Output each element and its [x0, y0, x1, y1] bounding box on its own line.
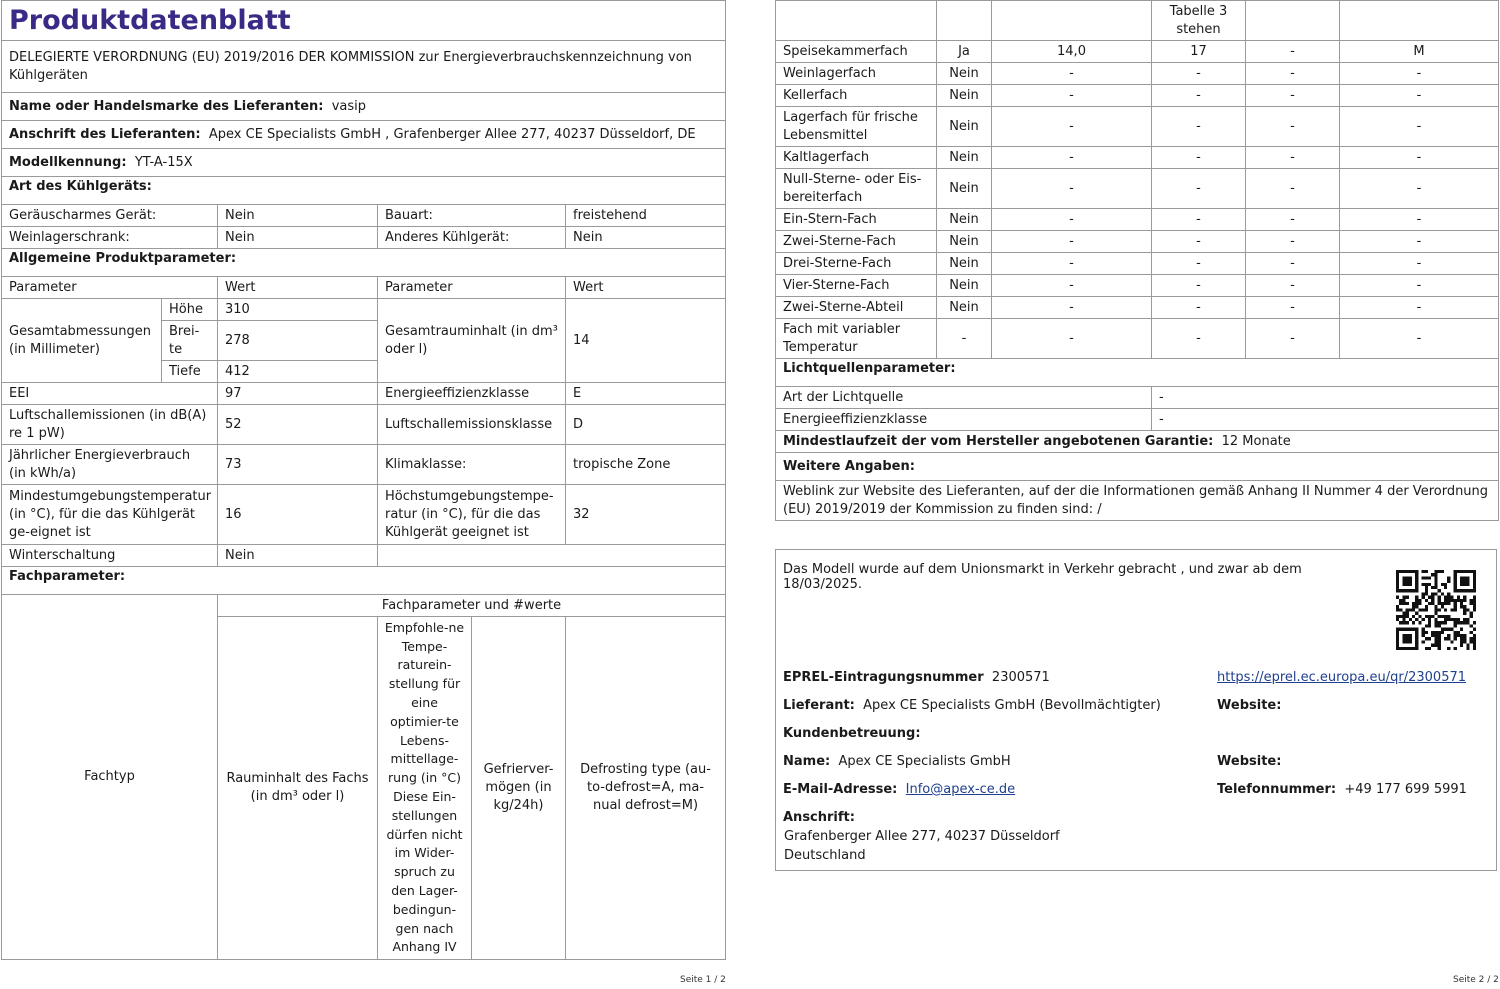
winter-label: Winterschaltung	[2, 545, 218, 567]
type-label: Anderes Kühlgerät:	[378, 227, 566, 249]
compartment-name: Ein-Stern-Fach	[776, 209, 937, 231]
compartment-temp: -	[1152, 169, 1246, 209]
address-line2: Deutschland	[784, 848, 866, 863]
compartment-defrost: -	[1340, 297, 1499, 319]
light-class-value: -	[1152, 409, 1499, 431]
regulation-text: DELEGIERTE VERORDNUNG (EU) 2019/2016 DER KOMMISSION zur Energieverbrauchskennzeichnung von Kühlgeräten	[2, 41, 726, 93]
compartment-present: Nein	[937, 169, 992, 209]
compartment-name: Kellerfach	[776, 85, 937, 107]
dim-label: Höhe	[162, 299, 218, 321]
params-header-row	[2, 277, 726, 299]
param-row	[2, 485, 726, 545]
info-box	[775, 549, 1497, 871]
compartment-present: -	[937, 319, 992, 359]
compartment-defrost: -	[1340, 231, 1499, 253]
compartment-temp: 17	[1152, 41, 1246, 63]
param-value: 16	[218, 485, 378, 545]
compartment-freeze: -	[1246, 275, 1340, 297]
compartment-temp: -	[1152, 85, 1246, 107]
type-label: Bauart:	[378, 205, 566, 227]
light-type-label: Art der Lichtquelle	[776, 387, 1152, 409]
comp-col-defrost: Defrosting type (au-to-defrost=A, ma-nual defrost=M)	[566, 617, 726, 960]
page-title: Produktdatenblatt	[9, 4, 291, 36]
compartment-volume: -	[992, 319, 1152, 359]
market-text: Das Modell wurde auf dem Unionsmarkt in Verkehr gebracht , und zwar ab dem 18/03/2025.	[783, 562, 1302, 592]
compartment-volume: -	[992, 275, 1152, 297]
name-label: Name:	[783, 754, 831, 769]
address-label: Anschrift:	[783, 810, 855, 825]
compartment-row	[776, 85, 1499, 107]
light-class-label: Energieeffizienzklasse	[776, 409, 1152, 431]
compartment-temp: -	[1152, 107, 1246, 147]
param-label: Klimaklasse:	[378, 445, 566, 485]
compartment-defrost: -	[1340, 253, 1499, 275]
param-value: D	[566, 405, 726, 445]
compartment-name: Null-Sterne- oder Eis-bereiterfach	[776, 169, 937, 209]
compartment-name: Zwei-Sterne-Abteil	[776, 297, 937, 319]
page-number: Seite 1 / 2	[680, 975, 726, 985]
compartment-present: Nein	[937, 275, 992, 297]
param-value: 73	[218, 445, 378, 485]
param-label: Energieeffizienzklasse	[378, 383, 566, 405]
type-value: Nein	[218, 205, 378, 227]
dim-value: 412	[218, 361, 378, 383]
col-header: Wert	[218, 277, 378, 299]
compartment-row	[776, 275, 1499, 297]
compartment-row	[776, 107, 1499, 147]
compartment-temp: -	[1152, 275, 1246, 297]
page-number: Seite 2 / 2	[1453, 975, 1499, 985]
warranty-value: 12 Monate	[1221, 433, 1291, 449]
supplier-name-label: Name oder Handelsmarke des Lieferanten:	[9, 98, 324, 114]
type-row	[2, 227, 726, 249]
compartment-name: Zwei-Sterne-Fach	[776, 231, 937, 253]
appliance-type-heading: Art des Kühlgeräts:	[2, 177, 726, 205]
compartment-temp: -	[1152, 319, 1246, 359]
compartment-present: Nein	[937, 297, 992, 319]
type-label: Weinlagerschrank:	[2, 227, 218, 249]
compartment-freeze: -	[1246, 169, 1340, 209]
compartment-volume: -	[992, 85, 1152, 107]
comp-col-type: Fachtyp	[2, 595, 218, 960]
compartment-volume: -	[992, 297, 1152, 319]
compartment-freeze: -	[1246, 63, 1340, 85]
compartment-row	[776, 209, 1499, 231]
comp-col-freeze: Gefrierver-mögen (in kg/24h)	[472, 617, 566, 960]
light-heading: Lichtquellenparameter:	[776, 359, 1499, 387]
compartment-present: Nein	[937, 209, 992, 231]
page-2	[775, 0, 1499, 521]
compartment-volume: -	[992, 253, 1152, 275]
compartment-defrost: M	[1340, 41, 1499, 63]
compartment-defrost: -	[1340, 85, 1499, 107]
compartment-present: Nein	[937, 253, 992, 275]
dim-label: Brei-te	[162, 321, 218, 361]
compartment-defrost: -	[1340, 169, 1499, 209]
datasheet-table-page1	[1, 0, 726, 960]
compartment-table	[775, 0, 1499, 521]
eprel-link[interactable]: https://eprel.ec.europa.eu/qr/2300571	[1217, 670, 1467, 685]
phone-value: +49 177 699 5991	[1344, 782, 1467, 797]
compartment-freeze: -	[1246, 41, 1340, 63]
website-label: Website:	[1217, 698, 1282, 713]
compartment-present: Nein	[937, 63, 992, 85]
page-1	[1, 0, 726, 960]
compartment-row	[776, 147, 1499, 169]
supplier-address-value: Apex CE Specialists GmbH , Grafenberger Allee 277, 40237 Düsseldorf, DE	[208, 126, 696, 142]
compartment-name: Lagerfach für frische Lebensmittel	[776, 107, 937, 147]
compartment-row	[776, 169, 1499, 209]
compartment-defrost: -	[1340, 147, 1499, 169]
param-value: E	[566, 383, 726, 405]
email-link[interactable]: Info@apex-ce.de	[905, 782, 1016, 797]
eprel-value: 2300571	[991, 670, 1050, 685]
compartment-volume: -	[992, 231, 1152, 253]
supplier-label: Lieferant:	[783, 698, 855, 713]
header-continuation: Tabelle 3 stehen	[1152, 1, 1246, 41]
compartment-present: Nein	[937, 147, 992, 169]
compartment-name: Fach mit variabler Temperatur	[776, 319, 937, 359]
compartment-defrost: -	[1340, 63, 1499, 85]
comp-group-header: Fachparameter und #werte	[218, 595, 726, 617]
warranty-label: Mindestlaufzeit der vom Hersteller angebotenen Garantie:	[783, 433, 1214, 449]
compartment-name: Speisekammerfach	[776, 41, 937, 63]
param-value: tropische Zone	[566, 445, 726, 485]
supplier-value: Apex CE Specialists GmbH (Bevollmächtigter)	[863, 698, 1161, 713]
compartment-freeze: -	[1246, 253, 1340, 275]
website2-label: Website:	[1217, 754, 1282, 769]
compartment-temp: -	[1152, 63, 1246, 85]
supplier-address-label: Anschrift des Lieferanten:	[9, 126, 201, 142]
qr-code-icon	[1396, 570, 1476, 650]
param-value: 97	[218, 383, 378, 405]
param-label: Mindestumgebungstemperatur (in °C), für die das Kühlgerät ge-eignet ist	[2, 485, 218, 545]
param-value: 52	[218, 405, 378, 445]
compartment-row	[776, 253, 1499, 275]
compartment-freeze: -	[1246, 85, 1340, 107]
compartment-present: Nein	[937, 107, 992, 147]
customer-service-label: Kundenbetreuung:	[783, 726, 921, 741]
name-value: Apex CE Specialists GmbH	[838, 754, 1011, 769]
type-value: Nein	[218, 227, 378, 249]
compartment-row	[776, 63, 1499, 85]
supplier-name-value: vasip	[331, 98, 367, 114]
address-line1: Grafenberger Allee 277, 40237 Düsseldorf	[784, 829, 1060, 844]
comp-col-temp: Empfohle-ne Tempe-raturein-stellung für eine optimier-te Lebens-mittellage-rung (in °C) Diese Ein-stellungen dürfen nicht im Wider-spruch zu den Lager-bedingun-gen nach Anhang IV	[378, 617, 472, 960]
eprel-label: EPREL-Eintragungsnummer	[783, 670, 984, 685]
compartment-row	[776, 319, 1499, 359]
compartment-defrost: -	[1340, 275, 1499, 297]
light-type-value: -	[1152, 387, 1499, 409]
compartment-temp: -	[1152, 231, 1246, 253]
compartment-volume: -	[992, 147, 1152, 169]
dim-value: 278	[218, 321, 378, 361]
email-label: E-Mail-Adresse:	[783, 782, 898, 797]
compartment-defrost: -	[1340, 319, 1499, 359]
weblink-text: Weblink zur Website des Lieferanten, auf der die Informationen gemäß Anhang II Nummer 4 der Verordnung (EU) 2019/2019 der Kommission zu finden sind: /	[776, 481, 1499, 521]
compartment-row	[776, 297, 1499, 319]
compartment-temp: -	[1152, 253, 1246, 275]
model-value: YT-A-15X	[134, 154, 193, 170]
compartment-row	[776, 231, 1499, 253]
compartment-freeze: -	[1246, 319, 1340, 359]
type-value: freistehend	[566, 205, 726, 227]
type-value: Nein	[566, 227, 726, 249]
dim-value: 310	[218, 299, 378, 321]
compartment-name: Kaltlagerfach	[776, 147, 937, 169]
compartment-freeze: -	[1246, 297, 1340, 319]
type-row	[2, 205, 726, 227]
col-header: Wert	[566, 277, 726, 299]
compartment-freeze: -	[1246, 147, 1340, 169]
param-label: EEI	[2, 383, 218, 405]
compartment-present: Ja	[937, 41, 992, 63]
compartment-name: Weinlagerfach	[776, 63, 937, 85]
compartment-volume: -	[992, 209, 1152, 231]
dim-label: Tiefe	[162, 361, 218, 383]
param-row	[2, 445, 726, 485]
param-value: 32	[566, 485, 726, 545]
compartment-volume: -	[992, 63, 1152, 85]
compartment-defrost: -	[1340, 209, 1499, 231]
compartment-row	[776, 41, 1499, 63]
compartment-temp: -	[1152, 297, 1246, 319]
compartment-defrost: -	[1340, 107, 1499, 147]
type-label: Geräuscharmes Gerät:	[2, 205, 218, 227]
param-row	[2, 383, 726, 405]
compartment-present: Nein	[937, 231, 992, 253]
compartment-volume: 14,0	[992, 41, 1152, 63]
compartment-freeze: -	[1246, 231, 1340, 253]
volume-label: Gesamtrauminhalt (in dm³ oder l)	[378, 299, 566, 383]
param-label: Luftschallemissionsklasse	[378, 405, 566, 445]
compartment-name: Vier-Sterne-Fach	[776, 275, 937, 297]
phone-label: Telefonnummer:	[1217, 782, 1337, 797]
volume-value: 14	[566, 299, 726, 383]
param-row	[2, 405, 726, 445]
model-label: Modellkennung:	[9, 154, 127, 170]
comp-col-volume: Rauminhalt des Fachs (in dm³ oder l)	[218, 617, 378, 960]
compartment-volume: -	[992, 169, 1152, 209]
compartment-temp: -	[1152, 147, 1246, 169]
compartment-present: Nein	[937, 85, 992, 107]
compartment-volume: -	[992, 107, 1152, 147]
param-label: Höchstumgebungstempe-ratur (in °C), für die das Kühlgerät geeignet ist	[378, 485, 566, 545]
compartment-freeze: -	[1246, 209, 1340, 231]
winter-value: Nein	[218, 545, 378, 567]
col-header: Parameter	[378, 277, 566, 299]
compartment-name: Drei-Sterne-Fach	[776, 253, 937, 275]
dims-label: Gesamtabmessungen (in Millimeter)	[2, 299, 162, 383]
compartment-heading: Fachparameter:	[2, 567, 726, 595]
col-header: Parameter	[2, 277, 218, 299]
general-params-heading: Allgemeine Produktparameter:	[2, 249, 726, 277]
compartment-temp: -	[1152, 209, 1246, 231]
param-label: Jährlicher Energieverbrauch (in kWh/a)	[2, 445, 218, 485]
compartment-freeze: -	[1246, 107, 1340, 147]
further-info-heading: Weitere Angaben:	[776, 453, 1499, 481]
param-label: Luftschallemissionen (in dB(A) re 1 pW)	[2, 405, 218, 445]
